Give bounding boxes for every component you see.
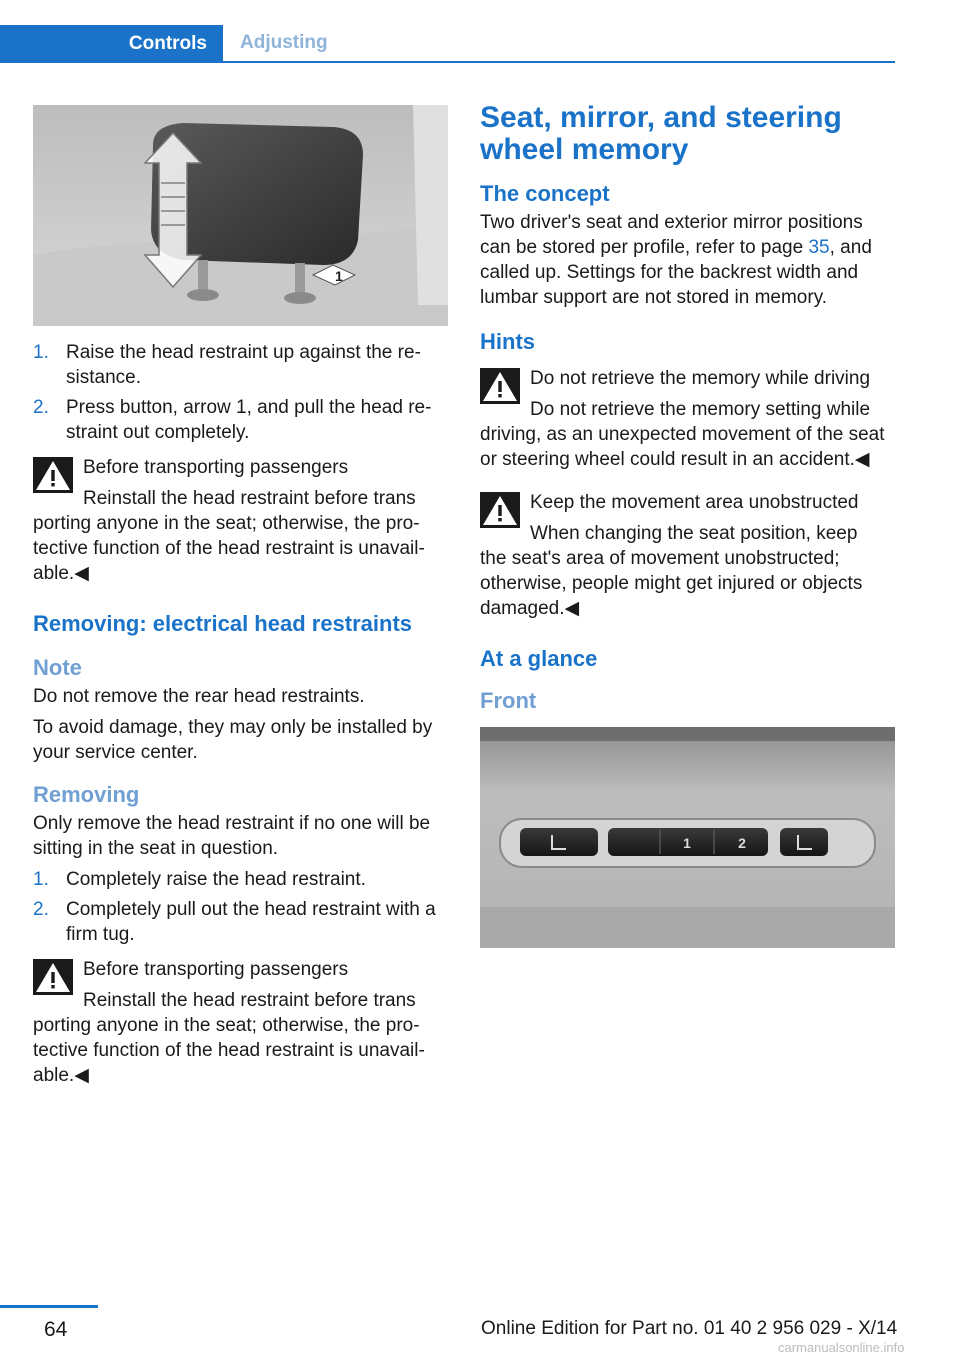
right-column [480, 102, 895, 948]
subsection-heading: Removing [33, 782, 140, 807]
warning-triangle-icon [33, 457, 73, 493]
warning-block: Keep the movement area unobstructed When changing the seat position, keep the seat's area of movement unobstructed; otherwise, people might get injured or objects damaged.◀ [480, 492, 863, 619]
paragraph: Two driver's seat and exterior mirror positions can be stored per profile, refer to page 35, and called up. Settings for the backrest width and lumbar support are not stored in memory. [480, 212, 872, 308]
steps-list-a [33, 340, 448, 445]
subsection-heading: Note [33, 655, 82, 680]
section-heading: At a glance [480, 646, 598, 671]
chapter-header [0, 25, 895, 63]
list-item: 2. Press button, arrow 1, and pull the head restraint out completely. [33, 397, 432, 443]
page-number: 64 [44, 1318, 68, 1341]
subsection-heading: The concept [480, 181, 610, 206]
footer-rule [0, 1305, 98, 1308]
tab-controls[interactable]: Controls [0, 25, 223, 63]
steps-list-b [33, 867, 448, 947]
left-column [33, 105, 448, 1094]
page-link[interactable]: 35 [808, 237, 830, 258]
page-title: Seat, mirror, and steering wheel memory [480, 101, 842, 166]
edition-footer: Online Edition for Part no. 01 40 2 956 029 - X/14 [481, 1318, 898, 1339]
tab-adjusting[interactable]: Adjusting [240, 32, 328, 53]
figure-callout-1: 1 [335, 268, 343, 284]
memory-buttons-figure [480, 727, 895, 948]
paragraph: Only remove the head restraint if no one will be sitting in the seat in question. [33, 813, 431, 859]
memory-button-1: 1 [683, 835, 691, 851]
header-rule [0, 61, 895, 63]
memory-buttons-illustration [480, 727, 895, 948]
section-heading: Removing: electrical head restraints [33, 611, 413, 636]
paragraph: Do not remove the rear head restraints. [33, 686, 365, 707]
paragraph: To avoid damage, they may only be installed by your service center. [33, 717, 433, 763]
warning-block: Before transporting passengers Reinstall the head restraint before trans porting anyone in the seat; otherwise, the protective function of the head restraint is unavailable.◀ [33, 457, 425, 584]
subsection-heading: Front [480, 688, 537, 713]
list-item: 1. Completely raise the head restraint. [33, 869, 366, 890]
subsection-heading: Hints [480, 329, 535, 354]
warning-block: Do not retrieve the memory while driving Do not retrieve the memory setting while driving, as an unexpected movement of the seat or steering wheel could result in an accident.◀ [480, 368, 885, 470]
head-restraint-figure [33, 105, 448, 326]
head-restraint-illustration [33, 105, 448, 326]
warning-block: Before transporting passengers Reinstall the head restraint before trans porting anyone in the seat; otherwise, the protective function of the head restraint is unavailable.◀ [33, 959, 425, 1086]
warning-triangle-icon [480, 492, 520, 528]
warning-triangle-icon [480, 368, 520, 404]
warning-triangle-icon [33, 959, 73, 995]
list-item: 1. Raise the head restraint up against the resistance. [33, 342, 421, 388]
watermark: carmanualsonline.info [778, 1340, 905, 1355]
memory-button-2: 2 [738, 835, 746, 851]
list-item: 2. Completely pull out the head restraint with a firm tug. [33, 899, 436, 945]
